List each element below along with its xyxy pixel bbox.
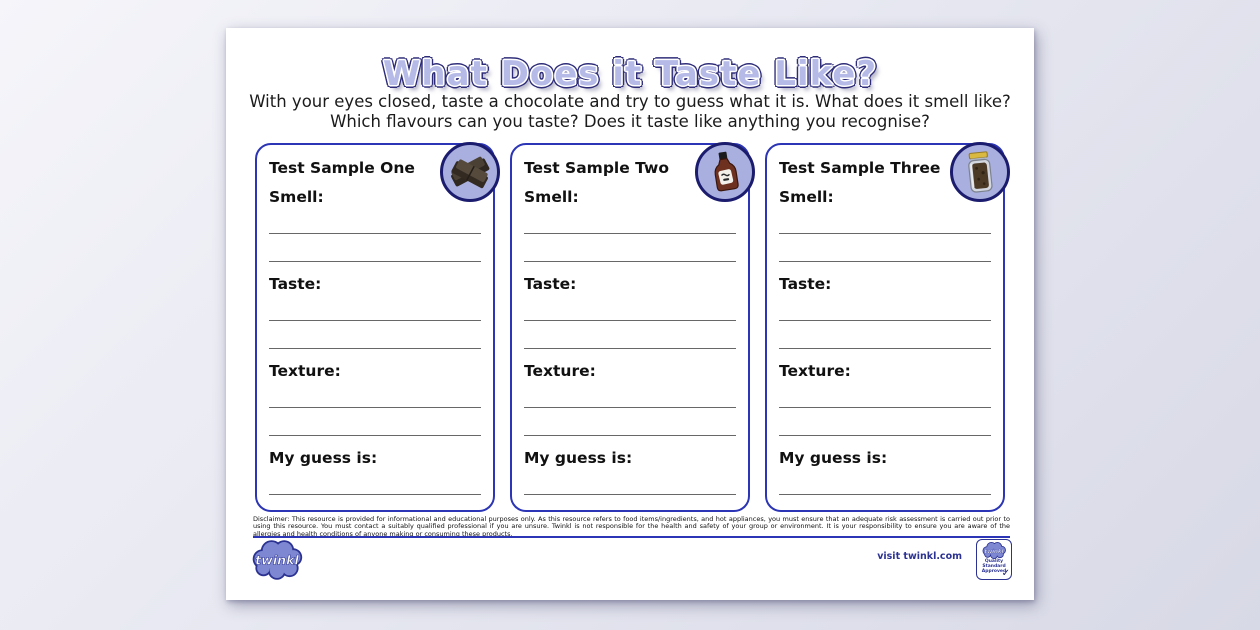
my-guess-label: My guess is: — [779, 449, 888, 467]
writing-line — [269, 380, 481, 408]
writing-line — [524, 293, 736, 321]
writing-line — [779, 293, 991, 321]
texture-label: Texture: — [524, 362, 596, 380]
writing-line — [779, 380, 991, 408]
test-sample-three-card — [765, 143, 1005, 512]
taste-label: Taste: — [269, 275, 322, 293]
my-guess-label: My guess is: — [524, 449, 633, 467]
chocolate-pieces-icon — [440, 142, 500, 202]
writing-line — [524, 206, 736, 234]
card-title: Test Sample Two — [524, 159, 669, 177]
writing-line — [269, 206, 481, 234]
my-guess-label: My guess is: — [269, 449, 378, 467]
disclaimer-text: Disclaimer: This resource is provided for informational and educational purposes only. As this resource refers to food items/ingredients, and hot appliances, you must ensure that an adequate risk assessment is carried out prior to using this resource. You must contact a suitably qualified professional if you are unsure. Twinkl is not responsible for the health and safety of your group or environment. It is your responsibility to ensure you are aware of the allergies and health conditions of anyone making or consuming these products. — [253, 515, 1010, 538]
twinkl-badge-cloud-icon — [981, 542, 1007, 559]
texture-label: Texture: — [779, 362, 851, 380]
badge-line-1: Quality Standard — [982, 559, 1006, 569]
card-title: Test Sample Three — [779, 159, 941, 177]
chocolate-spread-jar-icon — [950, 142, 1010, 202]
twinkl-logo — [250, 540, 304, 584]
writing-line — [524, 380, 736, 408]
writing-line — [269, 408, 481, 436]
badge-line-2: Approved — [981, 569, 1007, 574]
test-sample-one-card — [255, 143, 495, 512]
writing-line — [779, 467, 991, 495]
writing-line — [269, 321, 481, 349]
writing-line — [524, 467, 736, 495]
writing-line — [779, 206, 991, 234]
checkmark-icon: ✓ — [1001, 568, 1010, 579]
writing-line — [269, 467, 481, 495]
svg-text:twinkl: twinkl — [984, 549, 1004, 556]
svg-text:twinkl: twinkl — [255, 552, 299, 568]
writing-line — [779, 321, 991, 349]
worksheet-page — [226, 28, 1034, 600]
writing-line — [779, 234, 991, 262]
test-sample-two-card — [510, 143, 750, 512]
smell-label: Smell: — [269, 188, 324, 206]
writing-line — [269, 293, 481, 321]
taste-label: Taste: — [779, 275, 832, 293]
writing-line — [779, 408, 991, 436]
visit-twinkl-link[interactable]: visit twinkl.com — [877, 551, 962, 562]
card-title: Test Sample One — [269, 159, 415, 177]
smell-label: Smell: — [779, 188, 834, 206]
writing-line — [524, 321, 736, 349]
taste-label: Taste: — [524, 275, 577, 293]
writing-line — [524, 234, 736, 262]
sauce-bottle-icon — [695, 142, 755, 202]
writing-line — [524, 408, 736, 436]
writing-line — [269, 234, 481, 262]
footer-divider — [253, 536, 1010, 538]
page-title: What Does it Taste Like? — [382, 54, 878, 94]
smell-label: Smell: — [524, 188, 579, 206]
quality-standard-badge — [976, 539, 1012, 580]
texture-label: Texture: — [269, 362, 341, 380]
instructions-text: With your eyes closed, taste a chocolate and try to guess what it is. What does it smell like? Which flavours can you taste? Does it taste like anything you recognise? — [249, 92, 1011, 131]
